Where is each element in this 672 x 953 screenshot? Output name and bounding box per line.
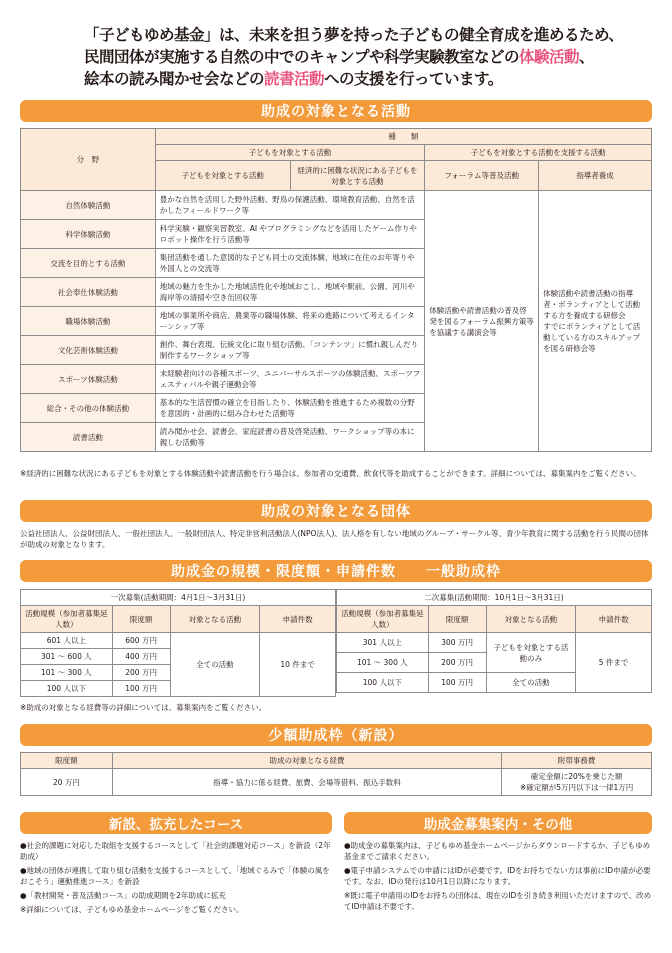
list-item: ●地域の団体が連携して取り組む活動を支援するコースとして、「地域ぐるみで「体験の風をおこそう」運動推進コース」を新設	[20, 866, 330, 886]
intro-line-3	[84, 68, 644, 90]
activities-table	[20, 128, 652, 452]
section-title-application-info: 助成金募集案内・その他	[344, 812, 652, 834]
intro-line-1: 「子どもゆめ基金」は、未来を担う夢を持った子どもの健全育成を進めるため、	[84, 26, 624, 44]
target-cell: 子どもを対象とする活動のみ	[486, 633, 576, 673]
col-limit: 限度額	[112, 606, 170, 633]
col-count: 申請件数	[576, 606, 652, 633]
highlight-taiken: 体験活動	[519, 48, 580, 66]
count-cell: 5 件まで	[576, 633, 652, 693]
list-item: ●「教材開発・普及活動コース」の助成期間を2年助成に拡充	[20, 891, 226, 900]
list-item: ※既に電子申請用のIDをお持ちの団体は、現在のIDを引き続き利用いただけますので、改めてID申請は不要です。	[344, 891, 652, 911]
table-row-category: 職場体験活動	[21, 307, 156, 336]
limit-cell: 400 万円	[112, 649, 170, 665]
limit-cell: 200 万円	[428, 653, 486, 673]
scale-cell: 101 〜 300 人	[337, 653, 429, 673]
support-activity-header: 子どもを対象とする活動を支援する活動	[425, 145, 652, 161]
activities-note: ※経済的に困難な状況にある子どもを対象とする体験活動や読書活動を行う場合は、参加者の交通費、飲食代等を助成することができます。詳細については、募集案内をご覧ください。	[20, 469, 641, 478]
table-row-category: 社会奉仕体験活動	[21, 278, 156, 307]
small-grant-table	[20, 752, 652, 796]
new-courses-list	[20, 840, 332, 918]
table-row-category: スポーツ体験活動	[21, 365, 156, 394]
small-admin-value	[502, 769, 652, 796]
child-activity-header: 子どもを対象とする活動	[155, 145, 425, 161]
col-scale: 活動規模（参加者募集延人数）	[337, 606, 429, 633]
list-item: ●電子申請システムでの申請にはIDが必要です。IDをお持ちでない方は事前にID申請が必要です。なお、IDの発行は10月1日以降になります。	[344, 866, 651, 886]
scale-cell: 100 人以下	[21, 681, 113, 697]
col-target: 対象となる活動	[170, 606, 260, 633]
list-item: ●社会的課題に対応した取組を支援するコースとして「社会的課題対応コース」を新設（2年助成）	[20, 841, 331, 861]
first-round-header: 一次募集(活動期間：4月1日〜3月31日)	[21, 590, 336, 606]
section-title-small-grant: 少額助成枠（新設）	[20, 724, 652, 746]
limit-cell: 600 万円	[112, 633, 170, 649]
table-row-category: 文化芸術体験活動	[21, 336, 156, 365]
section-title-organizations: 助成の対象となる団体	[20, 500, 652, 522]
table-row-desc: 基本的な生活習慣の確立を目指したり、体験活動を推進するため複数の分野を意図的・計画的に組み合わせた活動等	[155, 394, 425, 423]
col-target: 対象となる活動	[486, 606, 576, 633]
leader-description: 体験活動や読書活動の指導者・ボランティアとして活動する方を養成する研修会 すでにボランティアとして活動している方のスキルアップを図る研修会等	[539, 191, 652, 452]
highlight-dokusho: 読書活動	[264, 70, 325, 88]
col-poverty-activity: 経済的に困難な状況にある子どもを対象とする活動	[290, 161, 425, 191]
col-limit: 限度額	[428, 606, 486, 633]
scale-cell: 601 人以上	[21, 633, 113, 649]
table-row-category: 総合・その他の体験活動	[21, 394, 156, 423]
table-row-desc: 集団活動を通した意図的な子ども同士の交流体験、地域に在住のお年寄りや外国人との交流等	[155, 249, 425, 278]
table-row-desc: 科学実験・観察実習教室、AI やプログラミングなどを活用したゲーム作りやロボット操作を行う活動等	[155, 220, 425, 249]
col-child-activity: 子どもを対象とする活動	[155, 161, 290, 191]
small-expense-value: 指導・協力に係る経費、旅費、会場等借料、振込手数料	[112, 769, 501, 796]
col-forum: フォーラム等普及活動	[425, 161, 539, 191]
small-admin-line-2: ※確定額が5万円以下は一律1万円	[519, 783, 634, 792]
col-small-admin: 附帯事務費	[502, 753, 652, 769]
table-row-desc: 創作、舞台表現、伝統文化に取り組む活動、「コンテンツ」に慣れ親しんだり制作するワークショップ等	[155, 336, 425, 365]
intro-line-2-end: 、	[579, 48, 595, 66]
intro-line-3-end: への支援を行っています。	[324, 70, 503, 88]
second-round-header: 二次募集(活動期間：10月1日〜3月31日)	[337, 590, 652, 606]
table-row-desc: 地域の魅力を生かした地域活性化や地域おこし、地域や駅前、公園、河川や海岸等の清掃や空き缶回収等	[155, 278, 425, 307]
table-row-category: 交流を目的とする活動	[21, 249, 156, 278]
list-item: ※詳細については、子どもゆめ基金ホームページをご覧ください。	[20, 905, 244, 914]
limit-cell: 100 万円	[112, 681, 170, 697]
field-header: 分 野	[21, 129, 156, 191]
small-limit-value: 20 万円	[21, 769, 113, 796]
small-admin-line-1: 確定金額に20%を乗じた額	[530, 772, 623, 781]
table-row-category: 科学体験活動	[21, 220, 156, 249]
table-row-desc: 読み聞かせ会、読書会、家庭読書の普及啓発活動、ワークショップ等の本に親しむ活動等	[155, 423, 425, 452]
target-cell: 全ての活動	[170, 633, 260, 697]
intro-line-2	[84, 46, 644, 68]
col-scale: 活動規模（参加者募集延人数）	[21, 606, 113, 633]
col-leader: 指導者養成	[539, 161, 652, 191]
intro-line-2-text: 民間団体が実施する自然の中でのキャンプや科学実験教室などの	[84, 48, 520, 66]
intro-text	[84, 24, 644, 90]
intro-line-3-text: 絵本の読み聞かせ会などの	[84, 70, 265, 88]
table-row-category: 読書活動	[21, 423, 156, 452]
section-title-new-courses: 新設、拡充したコース	[20, 812, 332, 834]
limit-cell: 300 万円	[428, 633, 486, 653]
table-row-desc: 豊かな自然を活用した野外活動、野鳥の保護活動、環境教育活動、自然を活かしたフィールドワーク等	[155, 191, 425, 220]
count-cell: 10 件まで	[260, 633, 336, 697]
scale-cell: 301 〜 600 人	[21, 649, 113, 665]
col-small-limit: 限度額	[21, 753, 113, 769]
type-header: 種 類	[155, 129, 651, 145]
organizations-text: 公益社団法人、公益財団法人、一般社団法人、一般財団法人、特定非営利活動法人(NPO法人)、法人格を有しない地域のグループ・サークル等、青少年教育に関する活動を行う民間の団体が助成の対象となります。	[20, 529, 649, 549]
application-info-list	[344, 840, 652, 915]
target-cell: 全ての活動	[486, 673, 576, 693]
forum-description: 体験活動や読書活動の普及啓発を図るフォーラム振興方策等を協議する講演会等	[425, 191, 539, 452]
limit-cell: 200 万円	[112, 665, 170, 681]
table-row-category: 自然体験活動	[21, 191, 156, 220]
scale-cell: 100 人以下	[337, 673, 429, 693]
section-title-activities: 助成の対象となる活動	[20, 100, 652, 122]
section-title-general-grant: 助成金の規模・限度額・申請件数 一般助成枠	[20, 560, 652, 582]
list-item: ●助成金の募集案内は、子どもゆめ基金ホームページからダウンロードするか、子どもゆめ基金までご請求ください。	[344, 841, 651, 861]
first-round-table	[20, 589, 336, 697]
second-round-table	[336, 589, 652, 693]
scale-cell: 301 人以上	[337, 633, 429, 653]
limit-cell: 100 万円	[428, 673, 486, 693]
table-row-desc: 地域の事業所や商店、農業等の職場体験、将来の進路について考えるインターンシップ等	[155, 307, 425, 336]
table-row-desc: 未経験者向けの各種スポーツ、ユニバーサルスポーツの体験活動、スポーツフェスティバルや親子運動会等	[155, 365, 425, 394]
col-small-expense: 助成の対象となる経費	[112, 753, 501, 769]
grant-note: ※助成の対象となる経費等の詳細については、募集案内をご覧ください。	[20, 703, 267, 712]
col-count: 申請件数	[260, 606, 336, 633]
scale-cell: 101 〜 300 人	[21, 665, 113, 681]
